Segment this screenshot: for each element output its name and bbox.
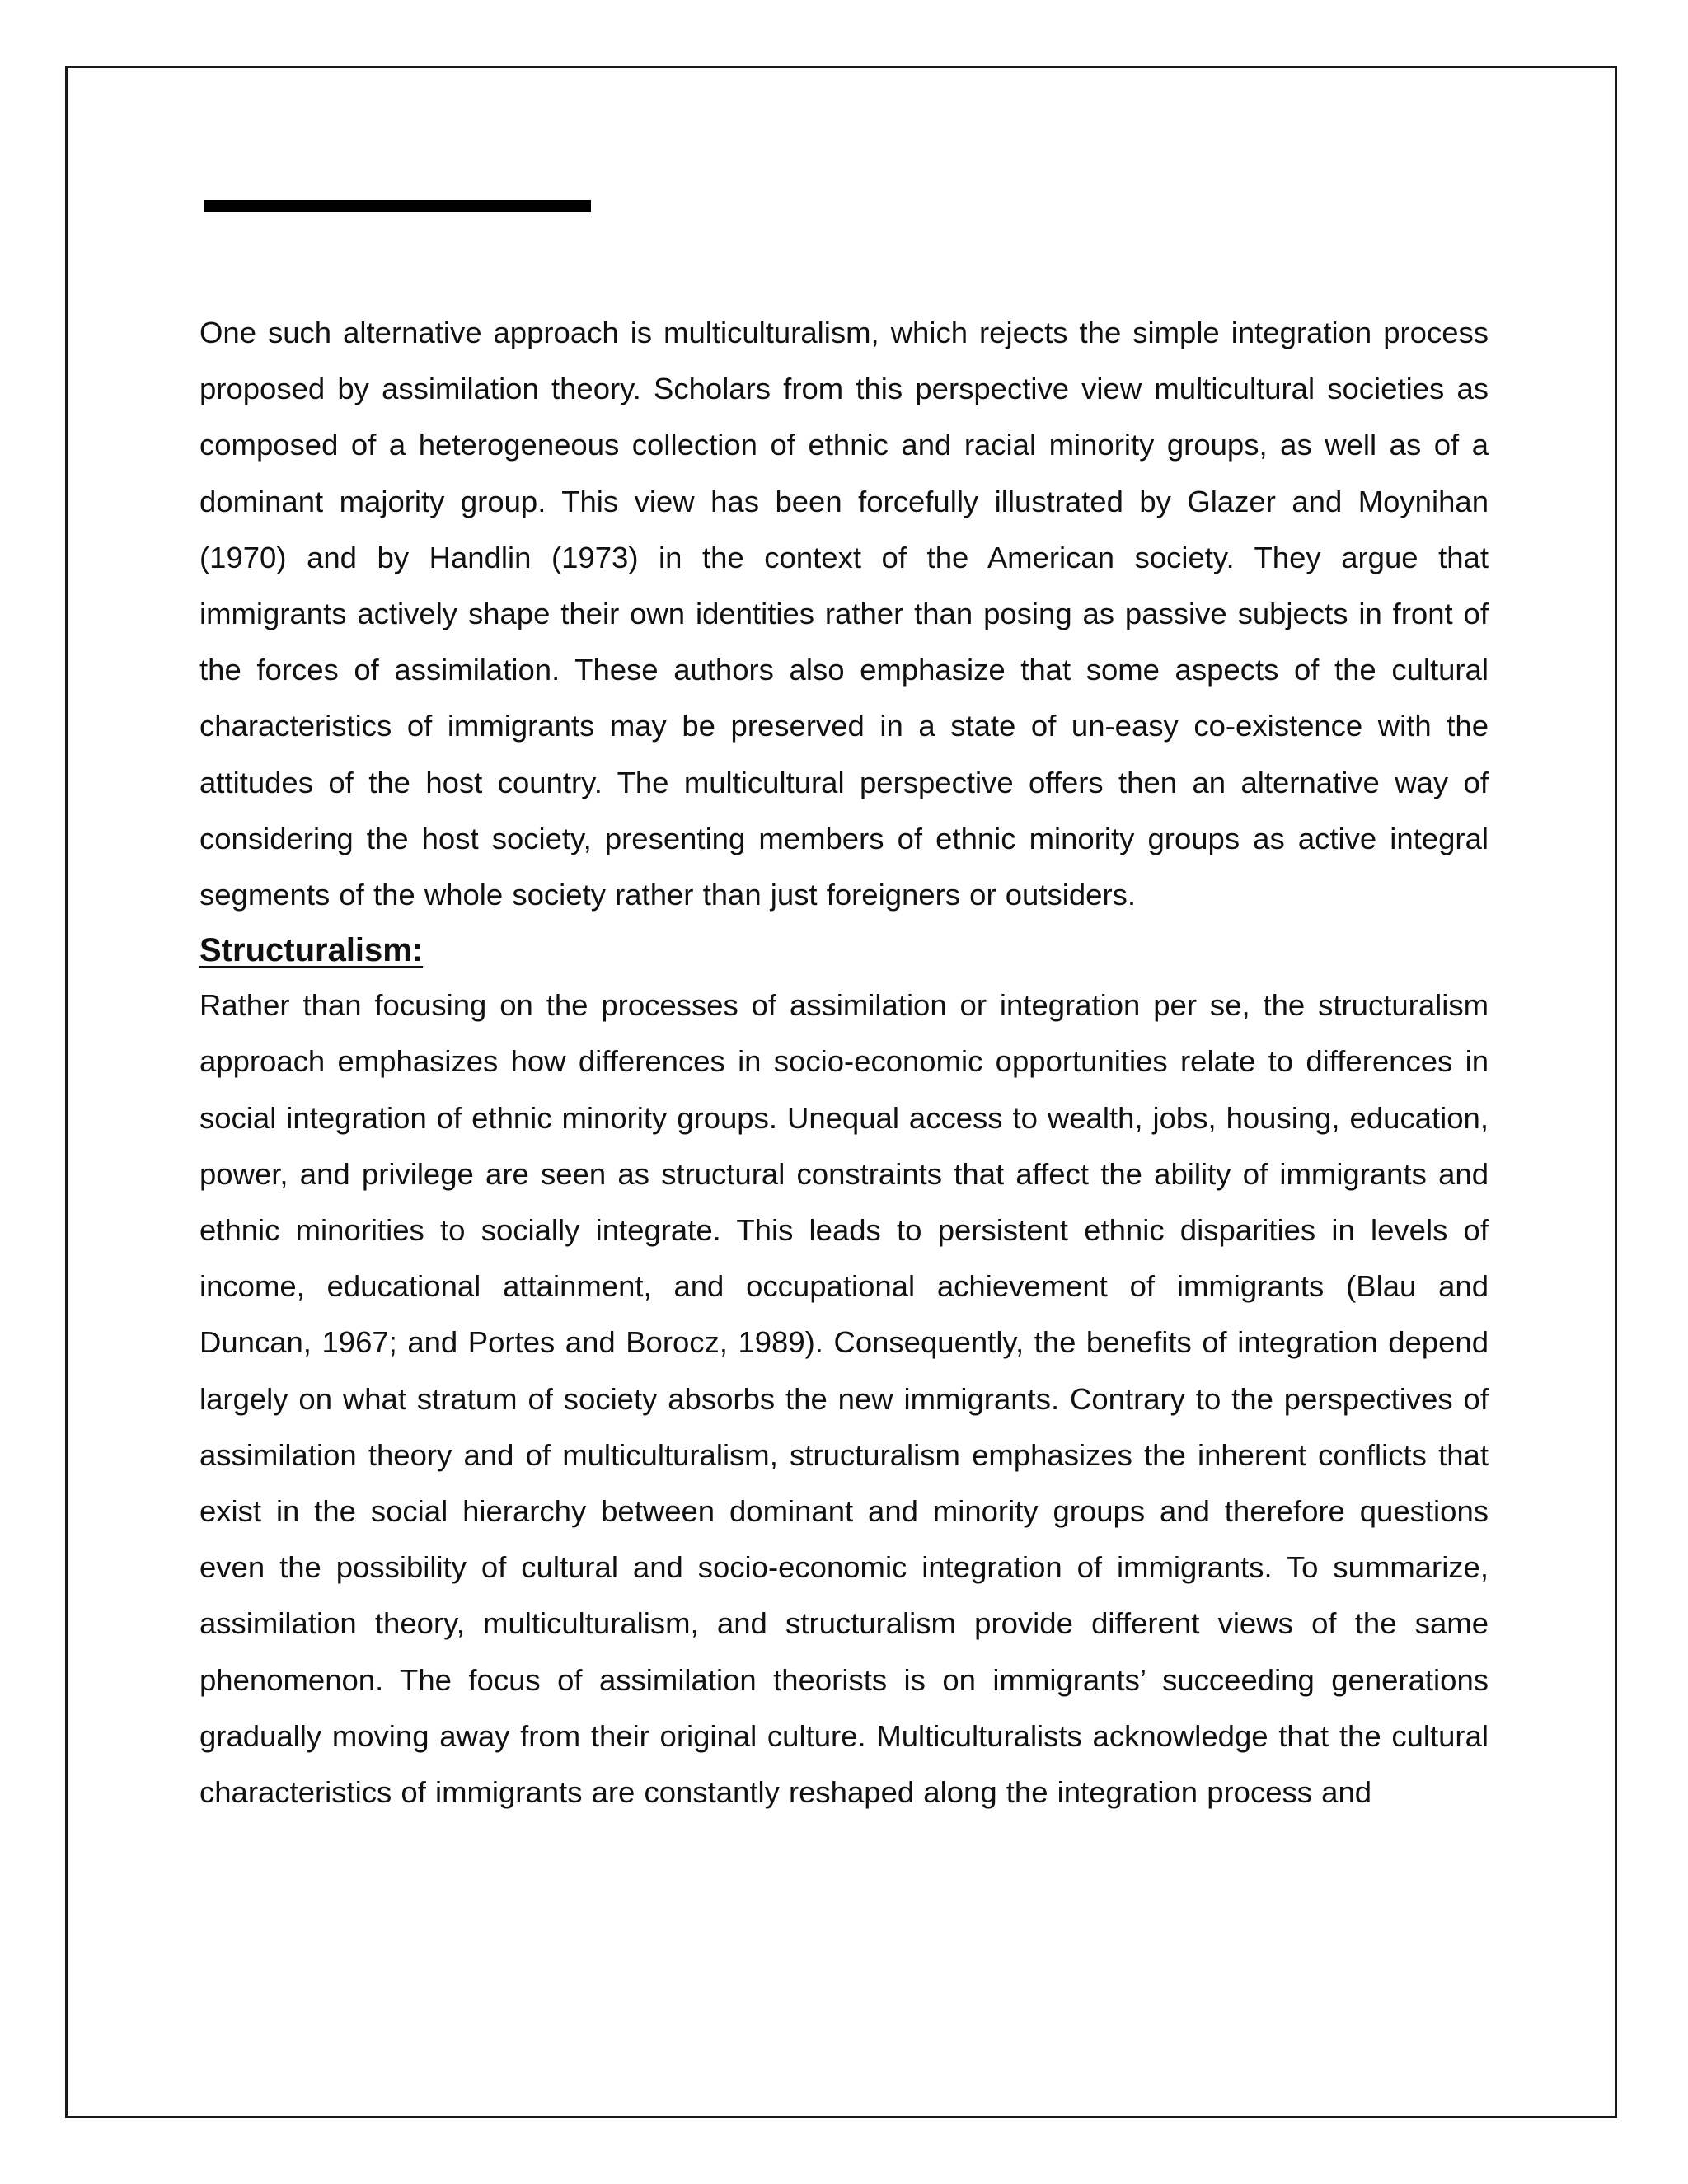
section-heading-structuralism: Structuralism: (199, 932, 424, 969)
header-rule (204, 200, 591, 212)
paragraph-structuralism: Rather than focusing on the processes of assimilation or integration per se, the structuralism approach emphasizes how differences in socio-economic opportunities relate to differences in social integration of ethnic minority groups. Unequal access to wealth, jobs, housing, education, power, and privilege are seen as structural constraints that affect the ability of immigrants and ethnic minorities to socially integrate. This leads to persistent ethnic disparities in levels of income, educational attainment, and occupational achievement of immigrants (Blau and Duncan, 1967; and Portes and Borocz, 1989). Consequently, the benefits of integration depend largely on what stratum of society absorbs the new immigrants. Contrary to the perspectives of assimilation theory and of multiculturalism, structuralism emphasizes the inherent conflicts that exist in the social hierarchy between dominant and minority groups and therefore questions even the possibility of cultural and socio-economic integration of immigrants. To summarize, assimilation theory, multiculturalism, and structuralism provide different views of the same phenomenon. The focus of assimilation theorists is on immigrants’ succeeding generations gradually moving away from their original culture. Multiculturalists acknowledge that the cultural characteristics of immigrants are constantly reshaped along the integration process and (199, 988, 1489, 1810)
paragraph-multiculturalism: One such alternative approach is multiculturalism, which rejects the simple integration process proposed by assimilation theory. Scholars from this perspective view multicultural societies as composed of a heterogeneous collection of ethnic and racial minority groups, as well as of a dominant majority group. This view has been forcefully illustrated by Glazer and Moynihan (1970) and by Handlin (1973) in the context of the American society. They argue that immigrants actively shape their own identities rather than posing as passive subjects in front of the forces of assimilation. These authors also emphasize that some aspects of the cultural characteristics of immigrants may be preserved in a state of un-easy co-existence with the attitudes of the host country. The multicultural perspective offers then an alternative way of considering the host society, presenting members of ethnic minority groups as active integral segments of the whole society rather than just foreigners or outsiders. (199, 316, 1489, 912)
document-body (199, 305, 1489, 1821)
